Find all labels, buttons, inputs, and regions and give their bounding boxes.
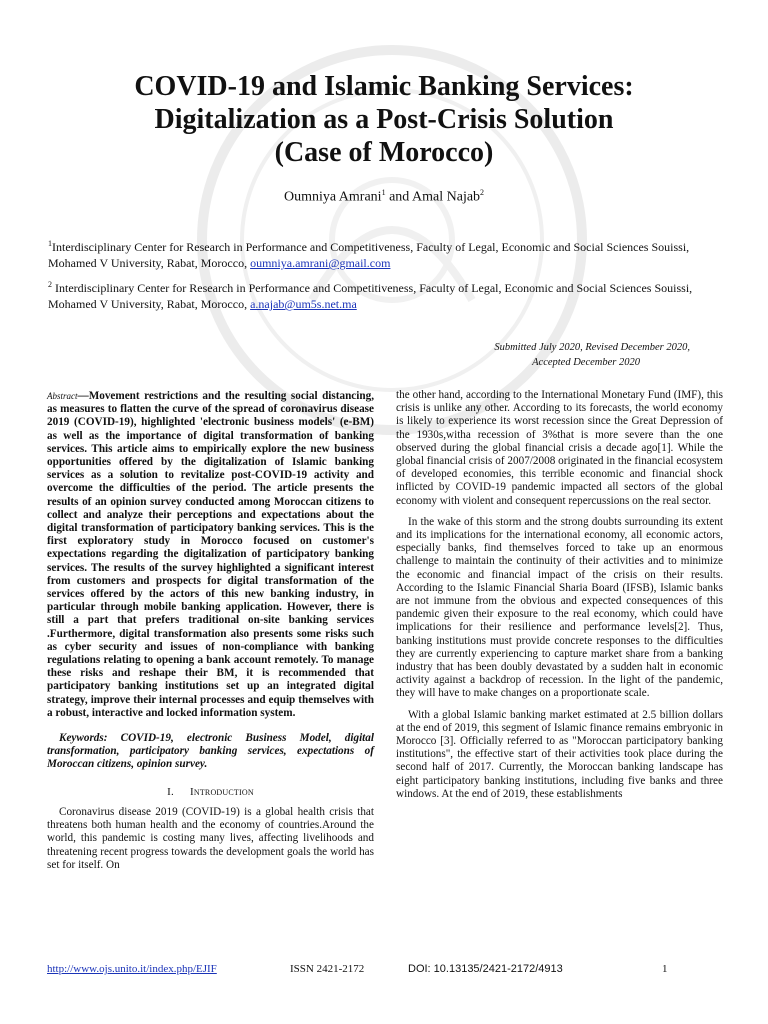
abstract-label: Abstract: [47, 391, 78, 401]
section-title: Introduction: [189, 785, 254, 798]
right-paragraph-1: the other hand, according to the International Monetary Fund (IMF), this crisis is unlike any other. According to its forecasts, the world economy is likely to experience its worst recession since the Great Depression of the 1930s,witha recession of 3%that is more severe than the one observed during the global financial crisis a decade ago[1]. While the global financial crisis of 2007/2008 originated in the financial ecosystem of developed economies, this terrible economic and financial shock inflicted by COVID-19 pandemic impacted all sectors of the global economy with violent and consequent repercussions on the real sector.: [396, 389, 723, 507]
left-column: [47, 390, 374, 880]
author-1-superscript: 1: [381, 188, 386, 197]
author-1: Oumniya Amrani: [283, 189, 382, 205]
keywords: Keywords: COVID-19, electronic Business Model, digital transformation, participatory banking services, expectations of Moroccan citizens, opinion survey.: [47, 732, 374, 771]
affiliation-1-text: Interdisciplinary Center for Research in Performance and Competitiveness, Faculty of Legal, Economic and Social Sciences Souissi, Mohamed V University, Rabat, Morocco,: [48, 240, 690, 270]
affiliation-1-marker: 1: [48, 239, 52, 248]
title-line-3: (Case of Morocco): [274, 137, 494, 168]
issn: ISSN 2421-2172: [290, 963, 365, 975]
author-2: Amal Najab: [412, 189, 481, 205]
author-separator: and: [385, 189, 413, 205]
right-column: [396, 389, 723, 809]
right-paragraph-2: In the wake of this storm and the strong doubts surrounding its extent and its implications for the international economy, all economic actors, especially banks, find themselves forced to take up an enormous challenge to maintain the continuity of their activities and to minimize the economic and financial impact of the crisis on their results. According to the Islamic Financial Sharia Board (IFSB), Islamic banks are not immune from the obvious and expected consequences of this pandemic given their exposure to the real economy, which could have implications for their resilience and performance levels[2]. Thus, banking institutions must provide concrete responses to the difficulties they are currently experiencing to capture market share from a banking industry that has been doubly devastated by a sudden halt in economic activity against a backdrop of recession. In the light of the pandemic, they will have to make changes on a proportionate scale.: [396, 515, 723, 700]
author-2-superscript: 2: [480, 188, 485, 197]
title-line-1: COVID-19 and Islamic Banking Services:: [134, 71, 634, 102]
intro-paragraph-1: Coronavirus disease 2019 (COVID-19) is a global health crisis that threatens both human health and the economy of countries.Around the world, this pandemic is costing many lives, affecting livelihoods and threatening recent progress towards the development goals the world has set for itself. On: [47, 805, 374, 871]
submission-dates: [420, 340, 690, 370]
author-line: [0, 188, 768, 206]
journal-url-link[interactable]: http://www.ojs.unito.it/index.php/EJIF: [47, 963, 217, 975]
page-footer: [0, 963, 768, 979]
submission-line-2: Accepted December 2020: [532, 357, 640, 368]
affiliation-2-marker: 2: [48, 280, 52, 289]
right-paragraph-3: With a global Islamic banking market estimated at 2.5 billion dollars at the end of 2019, this segment of Islamic finance remains embryonic in Morocco [3]. Officially referred to as "Moroccan participatory banking institutions", the effective start of their activities took place during the second half of 2017. Currently, the Moroccan banking landscape has eight participatory banking institutions, including five banks and three windows. At the end of 2019, these establishments: [396, 708, 723, 800]
section-number: I.: [167, 785, 174, 798]
affiliation-1: [48, 236, 720, 271]
affiliation-1-email-link[interactable]: oumniya.amrani@gmail.com: [250, 256, 391, 270]
affiliation-2-email-link[interactable]: a.najab@um5s.net.ma: [250, 297, 357, 311]
page-number: 1: [662, 963, 668, 975]
section-heading-introduction: [47, 786, 374, 799]
paper-title: [60, 70, 708, 169]
abstract: [47, 390, 374, 720]
affiliation-2-text: Interdisciplinary Center for Research in Performance and Competitiveness, Faculty of Legal, Economic and Social Sciences Souissi, Mohamed V University, Rabat, Morocco,: [48, 281, 693, 311]
abstract-text: —Movement restrictions and the resulting social distancing, as measures to flatten the curve of the spread of coronavirus disease 2019 (COVID-19), highlighted 'electronic business models' (e-BM) as well as the importance of digital transformation of banking services. This article aims to empirically explore the new business opportunities offered by the digitalization of Islamic banking services as a solution to revitalize post-COVID-19 activity and overcome the difficulties of the period. The article presents the results of an opinion survey conducted among Moroccan citizens to collect and analyze their perceptions and expectations about the digital transformation of participatory banking services. This is the first exploratory study in Morocco focused on customer's expectations regarding the digitalization of participatory banking services. The results of the survey highlighted a significant interest from customers and prospects for digital transformation of the services offered by the actors of this new banking industry, in particular through mobile banking application. However, there is still a part that prefers traditional on-site banking services .Furthermore, digital transformation also presents some risks such as cyber security and issues of non-compliance with banking regulations relating to opening a bank account remotely. To manage these risks and reshape their BM, it is recommended that participatory banking institutions set up an integrated digital strategy, improve their internal processes and equip themselves with a robust, interactive and locked information system.: [47, 390, 374, 719]
submission-line-1: Submitted July 2020, Revised December 2020,: [494, 342, 690, 353]
doi: DOI: 10.13135/2421-2172/4913: [408, 963, 563, 975]
title-line-2: Digitalization as a Post-Crisis Solution: [154, 104, 614, 135]
affiliation-2: [48, 277, 720, 312]
